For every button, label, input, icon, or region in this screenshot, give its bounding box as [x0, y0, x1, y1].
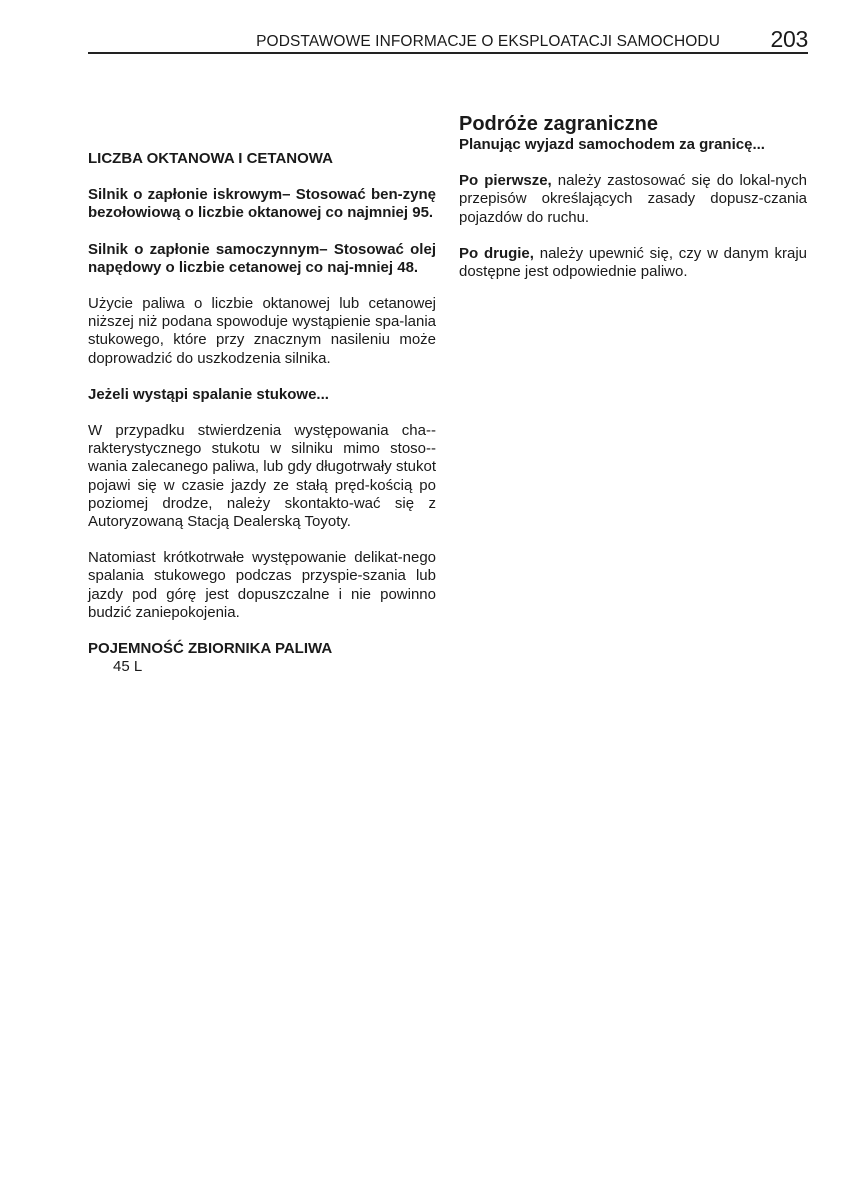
tank-capacity-heading: POJEMNOŚĆ ZBIORNIKA PALIWA	[88, 640, 333, 658]
second-advice-text: należy upewnić się, czy w danym kraju dostępne jest odpowiednie paliwo.	[459, 244, 807, 281]
knock-acceptable-note: Natomiast krótkotrwałe występowanie delikat-nego spalania stukowego podczas przyspie-szania lub jazdy pod górę jest dopuszczalne i nie powinno budzić zaniepokojenia.	[88, 549, 436, 621]
travel-subheading: Planując wyjazd samochodem za granicę...	[459, 136, 765, 153]
header-rule	[88, 52, 808, 54]
first-advice	[459, 172, 807, 227]
header-title: PODSTAWOWE INFORMACJE O EKSPLOATACJI SAMOCHODU	[256, 33, 720, 50]
second-advice	[459, 245, 807, 281]
page-header	[88, 26, 808, 56]
knock-instructions: W przypadku stwierdzenia występowania cha-rakterystycznego stukotu w silniku mimo stoso-wania zalecanego paliwa, lub gdy długotrwały stukot pojawi się w czasie jazdy ze stałą pręd-kością po poziomej drodze, należy skontakto-wać się z Autoryzowaną Stacją Dealerską Toyoty.	[88, 422, 436, 531]
octane-heading: LICZBA OKTANOWA I CETANOWA	[88, 150, 333, 167]
petrol-requirement: Silnik o zapłonie iskrowym– Stosować ben-zynę bezołowiową o liczbie oktanowej co najmniej 95.	[88, 186, 436, 222]
second-advice-label: Po drugie,	[459, 244, 534, 262]
first-advice-text: należy zastosować się do lokal-nych przepisów określających zasady dopusz-czania pojazdów do ruchu.	[459, 172, 807, 226]
diesel-requirement: Silnik o zapłonie samoczynnym– Stosować olej napędowy o liczbie cetanowej co naj-mniej 48.	[88, 240, 436, 276]
knock-heading: Jeżeli wystąpi spalanie stukowe...	[88, 385, 329, 403]
left-column	[88, 150, 436, 676]
first-advice-label: Po pierwsze,	[459, 172, 552, 190]
travel-abroad-title: Podróże zagraniczne	[459, 113, 658, 135]
low-octane-warning: Użycie paliwa o liczbie oktanowej lub cetanowej niższej niż podana spowoduje wystąpienie spa-lania stukowego, które przy znacznym nasileniu może doprowadzić do uszkodzenia silnika.	[88, 295, 436, 367]
right-column	[459, 112, 807, 281]
tank-capacity-value: 45 L	[113, 658, 143, 676]
page-number: 203	[770, 26, 808, 52]
